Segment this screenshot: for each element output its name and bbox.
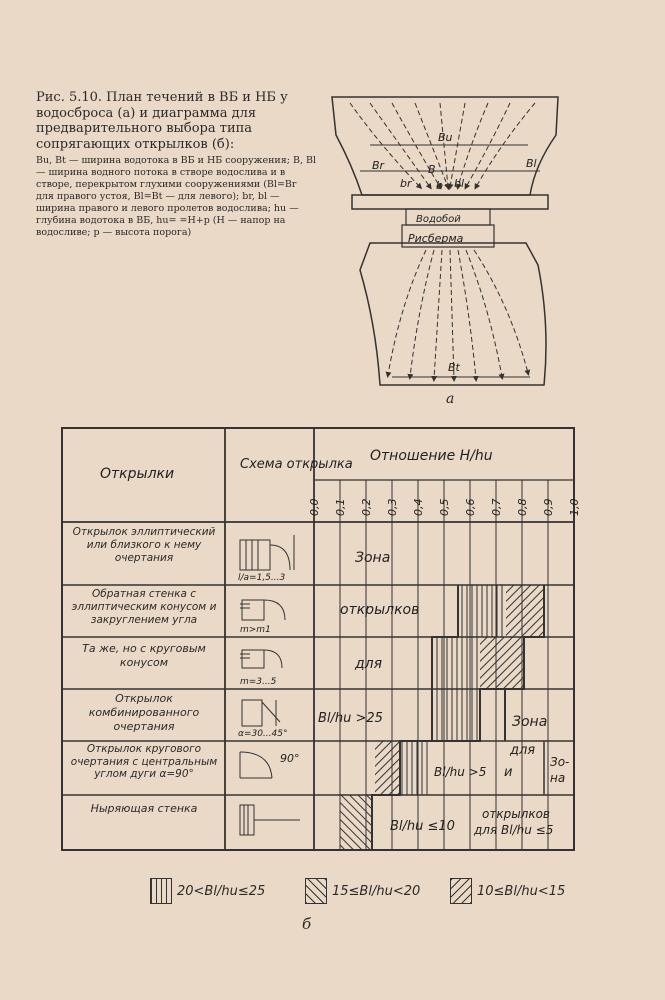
label-br: br [400,177,412,190]
region-label-4: для Bl/hu ≤5 [474,823,554,837]
tick-label-3: 0,3 [386,498,399,516]
right-zone-3: и [504,765,513,780]
zone-word-2: открылков [340,602,420,618]
label-Bl: Вl [526,157,537,170]
legend-item-diag-left [450,878,565,904]
label-b: b [436,179,443,192]
tick-label-8: 0,8 [516,498,529,516]
caption-title: Рис. 5.10. План течений в ВБ и НБ у водосброса (а) и диаграмма для предварительного выбора типа сопрягающих открылков (б): [36,90,288,152]
zone-word-3: для [355,656,383,672]
scheme-3-label: m=3...5 [240,677,277,687]
scheme-2 [240,600,285,620]
scheme-5-label: 90° [280,752,300,765]
legend-swatch-diag-right [305,878,327,904]
legend-item-vertical [150,878,265,904]
scheme-4-label: α=30...45° [238,729,288,739]
zone-word-4: Bl/hu >25 [318,711,383,726]
header-ratio: Отношение H/hu [370,448,493,464]
row-4-name: Открылок комбинированного очертания [88,692,200,733]
caption-body: Вu, Вt — ширина водотока в ВБ и НБ сооружения; В, Вl — ширина водного потока в створе водослива и в створе, перекрытом глухими сооружениями (Вl=Вr для правого устоя, Вl=Вt — для левого); br, bl — ширина правого и левого пролетов водослива; hu — глубина водотока в ВБ, hu= =Н+р (Н — напор на водосливе; р — высота порога) [36,155,316,238]
figure-b-label: б [302,915,312,933]
scheme-1 [240,535,294,570]
region-label-3: открылков [482,807,551,821]
row-6-name: Ныряющая стенка [90,802,198,815]
row-2-name: Обратная стенка с эллиптическим конусом и закруглением угла [71,588,217,626]
right-zone-4: Зо- [550,755,570,769]
row-3-name: Та же, но с круговым конусом [82,642,206,669]
legend-label-3: 10≤Bl/hu<15 [477,883,566,899]
label-bl: bl [454,177,465,190]
scheme-2-label: m>m1 [240,625,271,635]
scheme-3 [240,650,282,668]
header-wings: Открылки [100,466,175,482]
tick-label-1: 0,1 [334,498,347,516]
label-Br: Вr [372,159,385,172]
legend-label-2: 15≤Bl/hu<20 [332,883,421,899]
tick-label-7: 0,7 [490,498,503,516]
legend-label-1: 20<Bl/hu≤25 [177,883,266,899]
tick-label-10: 1,0 [568,498,581,516]
row-1-name: Открылок эллиптический или близкого к нему очертания [72,526,216,564]
scheme-1-label: l/a=1,5...3 [238,573,286,583]
label-riprap: Рисберма [408,232,464,245]
label-B: В [428,163,436,176]
scheme-6 [240,805,300,835]
label-Bu: Вu [438,131,453,144]
scheme-4 [242,700,280,726]
tick-label-6: 0,6 [464,498,477,516]
region-label-2: Bl/hu ≤10 [390,819,455,834]
label-Bt: Вt [448,361,460,374]
row-5-name: Открылок кругового очертания с центральным углом дуги α=90° [70,743,218,780]
zone-word-1: Зона [355,550,391,566]
legend [150,878,590,908]
legend-item-diag-right [305,878,420,904]
tick-label-0: 0,0 [308,498,321,516]
legend-swatch-diag-left [450,878,472,904]
region-label-1: Bl/hu >5 [434,765,487,779]
right-zone-1: Зона [512,714,548,730]
label-apron: Водобой [416,214,461,225]
tick-label-2: 0,2 [360,498,373,516]
figure-a-label: а [446,391,455,407]
tick-label-5: 0,5 [438,498,451,516]
tick-label-4: 0,4 [412,498,425,516]
scheme-5 [240,752,272,778]
legend-swatch-vertical [150,878,172,904]
header-scheme: Схема открылка [240,457,353,472]
tick-label-9: 0,9 [542,498,555,516]
tick-labels [308,499,581,517]
right-zone-5: на [550,771,566,785]
right-zone-2: для [510,743,536,758]
